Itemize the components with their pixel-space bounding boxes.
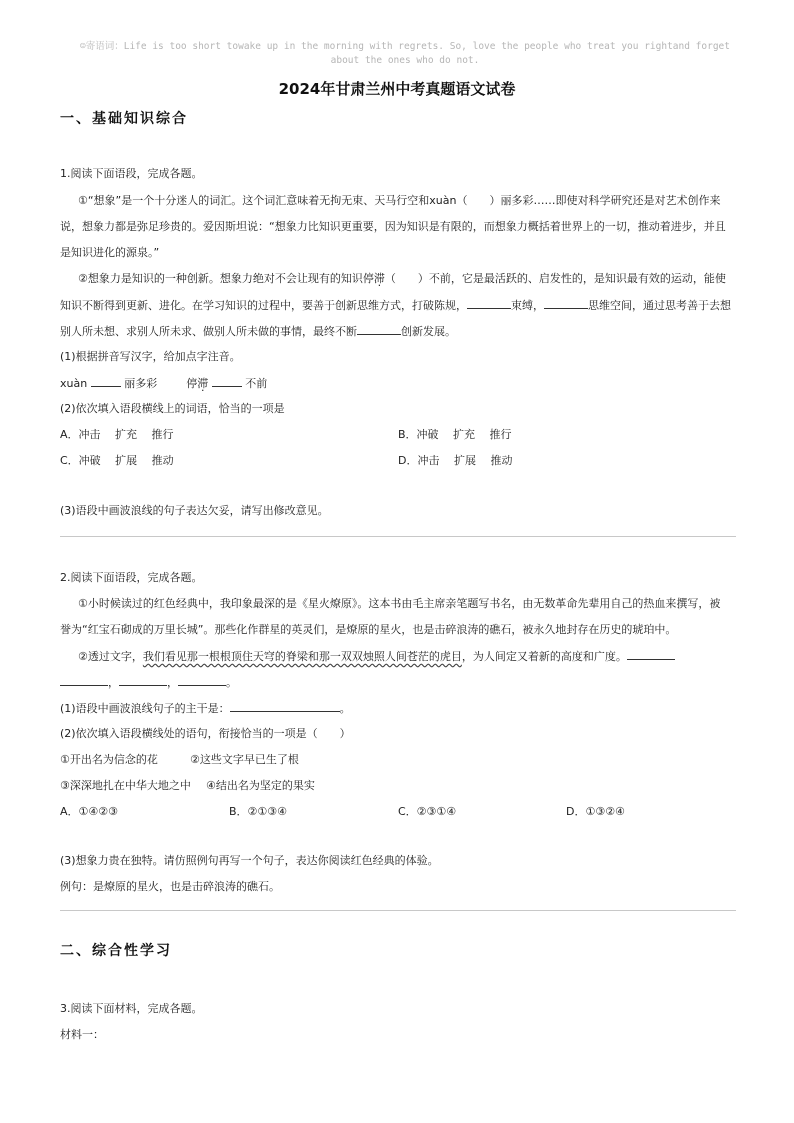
q2-sub1-blank[interactable] [230, 700, 340, 712]
q1-dot-word-b: 不前 [245, 377, 268, 390]
q1-option-a[interactable]: A．冲击 扩充 推行 [60, 428, 174, 441]
q2-option-b[interactable]: B．②①③④ [229, 805, 287, 818]
q2-stem: 2.阅读下面语段，完成各题。 [60, 571, 203, 584]
q2-paragraph1-line2: 誉为“红宝石砌成的万里长城”。那些化作群星的英灵们，是燎原的星火，也是击碎浪涛的礁石，被永久地封存在历史的琥珀中。 [60, 623, 677, 636]
q1-p2-text-f: 别人所未想、求别人所未求、做别人所未做的事情，最终不断 [60, 325, 357, 338]
q1-sub3-prompt: (3)语段中画波浪线的句子表达欠妥，请写出修改意见。 [60, 504, 329, 517]
q1-dot-word-char: 滞 [197, 377, 209, 390]
q2-option-a[interactable]: A．①④②③ [60, 805, 118, 818]
q2-paragraph2-line2 [60, 674, 740, 691]
q2-period: 。 [226, 676, 237, 689]
q1-pinyin: xuàn [60, 377, 88, 390]
q2-sub1-text: (1)语段中画波浪线句子的主干是： [60, 702, 230, 715]
q2-comma-1: ， [108, 676, 119, 689]
divider-2 [60, 910, 736, 911]
q1-paragraph2-line2 [60, 297, 740, 314]
q1-paragraph1-line2: 说，想象力都是弥足珍贵的。爱因斯坦说：“想象力比知识更重要，因为知识是有限的，而想象力概括着世界上的一切，推动着进步，并且 [60, 220, 726, 233]
q1-blank-2[interactable] [544, 297, 588, 309]
q1-p2-text-g: 创新发展。 [401, 325, 456, 338]
q1-dot-word-a: 停 [186, 377, 198, 390]
q1-sub2-prompt: (2)依次填入语段横线上的词语，恰当的一项是 [60, 402, 285, 415]
header-motto-line1: ☺寄语词：Life is too short towake up in the morning with regrets. So, love the people who treat you rightand forget [80, 41, 730, 52]
q2-item-4: ④结出名为坚定的果实 [206, 779, 315, 792]
q2-item-1: ①开出名为信念的花 [60, 753, 158, 766]
section-heading-1: 一、基础知识综合 [60, 111, 188, 127]
q2-sub3-prompt: (3)想象力贵在独特。请仿照例句再写一个句子，表达你阅读红色经典的体验。 [60, 854, 439, 867]
q2-sub1-end: 。 [339, 702, 351, 715]
q1-paragraph2-line3 [60, 323, 740, 340]
q2-example: 例句：是燎原的星火，也是击碎浪涛的礁石。 [60, 880, 280, 893]
q1-option-d[interactable]: D．冲击 扩展 推动 [398, 454, 513, 467]
q2-option-c[interactable]: C．②③①④ [398, 805, 457, 818]
q1-p2-text-c: 知识不断得到更新、进化。在学习知识的过程中，要善于创新思维方式，打破陈规， [60, 299, 467, 312]
q1-option-b[interactable]: B．冲破 扩充 推行 [398, 428, 512, 441]
q2-comma-2: ， [167, 676, 178, 689]
q1-blank-1[interactable] [467, 297, 511, 309]
q2-p2-text-a: ②透过文字， [78, 650, 143, 663]
q1-dotted-char: 滞 [373, 272, 385, 285]
q1-stem: 1.阅读下面语段，完成各题。 [60, 167, 203, 180]
q2-blank-2[interactable] [60, 674, 108, 686]
q1-option-c[interactable]: C．冲破 扩展 推动 [60, 454, 174, 467]
q2-sub1-prompt [60, 700, 740, 717]
q1-paragraph1-line3: 是知识进化的源泉。” [60, 246, 160, 259]
header-motto-line2: about the ones who do not. [330, 55, 480, 66]
q2-option-d[interactable]: D．①③②④ [566, 805, 625, 818]
q1-sub1-answers [60, 375, 740, 392]
header-motto [60, 40, 750, 68]
q2-paragraph2-line1 [78, 648, 740, 665]
q1-paragraph1-line1: ①“想象”是一个十分迷人的词汇。这个词汇意味着无拘无束、天马行空和xuàn（ ）丽多彩……即使对科学研究还是对艺术创作来 [78, 194, 721, 207]
section-heading-2: 二、综合性学习 [60, 943, 172, 959]
q1-paragraph2-line1 [78, 271, 740, 287]
q1-p2-text-b: （ ）不前，它是最活跃的、启发性的，是知识最有效的运动，能使 [384, 272, 726, 285]
document-title: 2024年甘肃兰州中考真题语文试卷 [278, 80, 516, 98]
q2-item-3: ③深深地扎在中华大地之中 [60, 779, 191, 792]
q1-sub1-prompt: (1)根据拼音写汉字，给加点字注音。 [60, 350, 241, 363]
q2-item-2: ②这些文字早已生了根 [190, 753, 299, 766]
q2-p2-text-b: ，为人间定又着新的高度和广度。 [461, 650, 627, 663]
q1-p2-text-e: 思维空间，通过思考善于去想 [588, 299, 731, 312]
q2-paragraph1-line1: ①小时候读过的红色经典中，我印象最深的是《星火燎原》。这本书由毛主席亲笔题写书名，由无数革命先辈用自己的热血来撰写，被 [78, 597, 721, 610]
q2-blank-4[interactable] [178, 674, 226, 686]
q2-blank-1[interactable] [627, 648, 675, 660]
q1-p2-text-d: 束缚， [511, 299, 544, 312]
q1-p2-text-a: ②想象力是知识的一种创新。想象力绝对不会让现有的知识停 [78, 272, 374, 285]
q3-stem: 3.阅读下面材料，完成各题。 [60, 1002, 203, 1015]
q3-material-label: 材料一： [60, 1028, 104, 1041]
q2-wavy-sentence: 我们看见那一根根顶住天穹的脊梁和那一双双烛照人间苍茫的虎目 [142, 650, 462, 663]
q1-pinyin-blank[interactable] [91, 375, 121, 387]
q1-blank-3[interactable] [357, 323, 401, 335]
divider-1 [60, 536, 736, 537]
q2-sub2-prompt: (2)依次填入语段横线处的语句，衔接恰当的一项是（ ） [60, 727, 351, 740]
q2-blank-3[interactable] [119, 674, 167, 686]
q1-phonetic-blank[interactable] [212, 375, 242, 387]
q1-pinyin-word: 丽多彩 [124, 377, 158, 390]
